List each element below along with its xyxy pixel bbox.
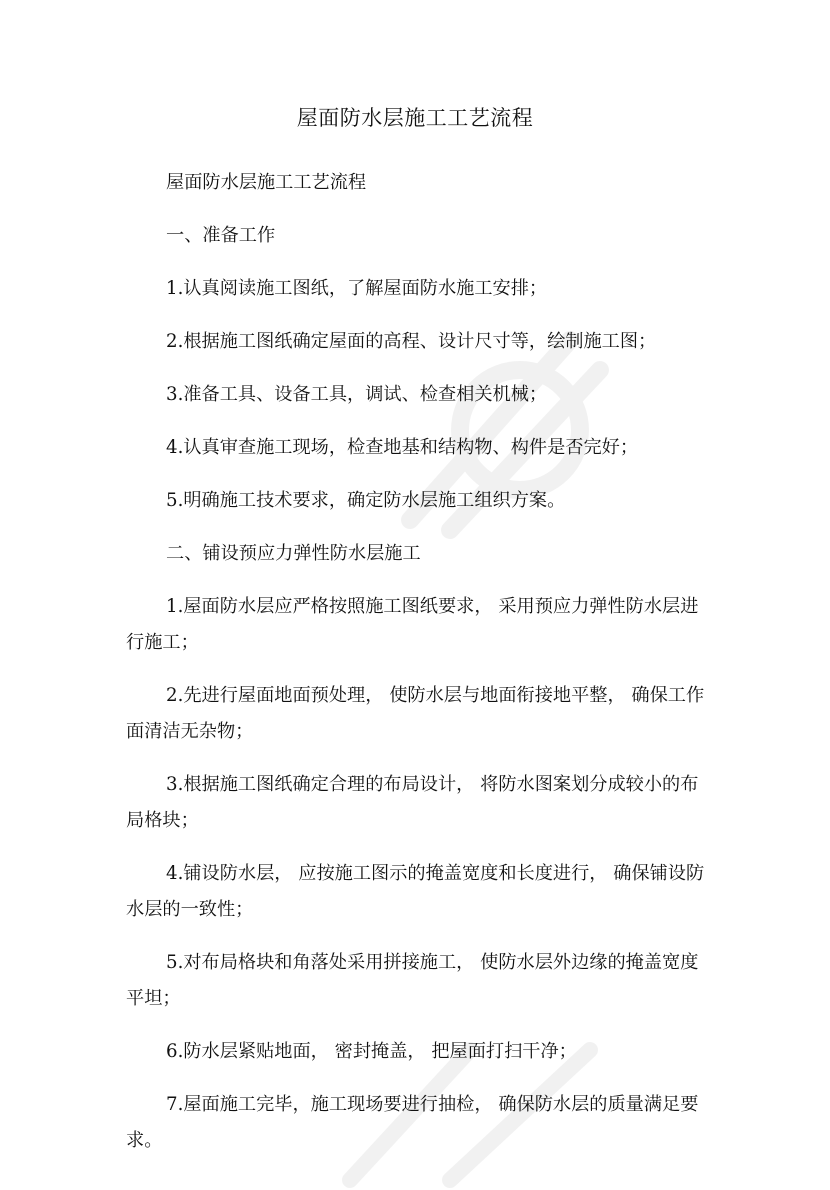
paragraph: 2.先进行屋面地面预处理， 使防水层与地面衔接地平整， 确保工作面清洁无杂物； [126,685,705,742]
document-body [126,165,712,1159]
paragraph: 1.屋面防水层应严格按照施工图纸要求， 采用预应力弹性防水层进行施工； [126,596,699,653]
paragraph: 5.明确施工技术要求，确定防水层施工组织方案。 [166,490,566,511]
document-title: 屋面防水层施工工艺流程 [296,106,534,130]
section-heading-prep: 一、准备工作 [166,225,276,246]
paragraph: 3.根据施工图纸确定合理的布局设计， 将防水图案划分成较小的布局格块； [126,774,699,831]
paragraph: 1.认真阅读施工图纸，了解屋面防水施工安排； [166,278,548,299]
paragraph: 6.防水层紧贴地面， 密封掩盖， 把屋面打扫干净； [166,1041,577,1062]
paragraph: 2.根据施工图纸确定屋面的高程、设计尺寸等，绘制施工图； [166,331,657,352]
paragraph: 4.认真审查施工现场，检查地基和结构物、构件是否完好； [166,437,639,458]
paragraph: 4.铺设防水层， 应按施工图示的掩盖宽度和长度进行， 确保铺设防水层的一致性； [126,863,705,920]
paragraph-subtitle: 屋面防水层施工工艺流程 [166,172,367,193]
paragraph: 7.屋面施工完毕，施工现场要进行抽检， 确保防水层的质量满足要求。 [126,1094,699,1151]
section-heading-install: 二、铺设预应力弹性防水层施工 [166,543,421,564]
paragraph: 3.准备工具、设备工具，调试、检查相关机械； [166,384,548,405]
paragraph: 5.对布局格块和角落处采用拼接施工， 使防水层外边缘的掩盖宽度平坦； [126,952,699,1009]
